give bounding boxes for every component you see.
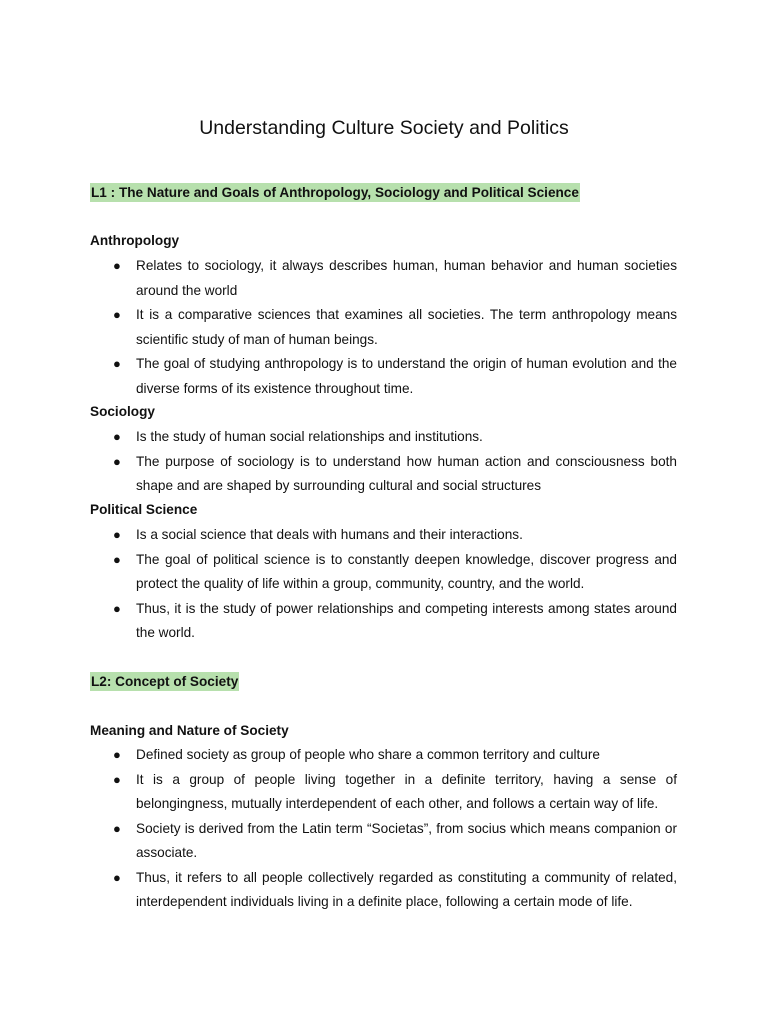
anthropology-list bbox=[0, 254, 768, 401]
list-item: ● It is a comparative sciences that examines all societies. The term anthropology means scientific study of man of human beings. bbox=[0, 303, 677, 352]
bullet-icon: ● bbox=[113, 747, 121, 762]
document-title: Understanding Culture Society and Politics bbox=[199, 117, 569, 139]
list-item: ● Defined society as group of people who share a common territory and culture bbox=[0, 743, 677, 768]
sociology-heading: Sociology bbox=[90, 404, 155, 419]
bullet-icon: ● bbox=[113, 551, 121, 567]
list-item: ● Is the study of human social relationships and institutions. bbox=[0, 425, 677, 450]
bullet-icon: ● bbox=[113, 453, 121, 469]
bullet-icon: ● bbox=[113, 307, 121, 322]
sociology-list bbox=[0, 425, 768, 499]
bullet-icon: ● bbox=[113, 429, 121, 444]
anthropology-heading: Anthropology bbox=[90, 233, 180, 248]
list-item: ● Thus, it is the study of power relationships and competing interests among states around the world. bbox=[0, 597, 677, 646]
bullet-icon: ● bbox=[113, 527, 121, 542]
political-science-heading: Political Science bbox=[90, 502, 198, 517]
list-item: ● The goal of studying anthropology is to understand the origin of human evolution and the diverse forms of its existence throughout time. bbox=[0, 352, 677, 401]
bullet-icon: ● bbox=[113, 258, 121, 273]
lesson-1-heading: L1 : The Nature and Goals of Anthropology, Sociology and Political Science bbox=[91, 185, 579, 200]
bullet-icon: ● bbox=[113, 869, 121, 885]
bullet-icon: ● bbox=[113, 356, 121, 371]
list-item: ● It is a group of people living together in a definite territory, having a sense of belongingness, mutually interdependent of each other, and follows a certain way of life. bbox=[0, 768, 677, 817]
political-science-list bbox=[0, 523, 768, 646]
list-item: ● The purpose of sociology is to understand how human action and consciousness both shape and are shaped by surrounding cultural and social structures bbox=[0, 450, 677, 499]
meaning-nature-list bbox=[0, 743, 768, 915]
list-item: ● Is a social science that deals with humans and their interactions. bbox=[0, 523, 677, 548]
lesson-2-heading: L2: Concept of Society bbox=[91, 674, 239, 689]
meaning-nature-heading: Meaning and Nature of Society bbox=[90, 723, 289, 738]
bullet-icon: ● bbox=[113, 820, 121, 836]
list-item: ● Relates to sociology, it always describes human, human behavior and human societies around the world bbox=[0, 254, 677, 303]
bullet-icon: ● bbox=[113, 600, 121, 616]
bullet-icon: ● bbox=[113, 771, 121, 787]
list-item: ● Society is derived from the Latin term “Societas”, from socius which means companion or associate. bbox=[0, 817, 677, 866]
list-item: ● Thus, it refers to all people collectively regarded as constituting a community of related, interdependent individuals living in a definite place, following a certain mode of life. bbox=[0, 866, 677, 915]
list-item: ● The goal of political science is to constantly deepen knowledge, discover progress and protect the quality of life within a group, community, country, and the world. bbox=[0, 548, 677, 597]
